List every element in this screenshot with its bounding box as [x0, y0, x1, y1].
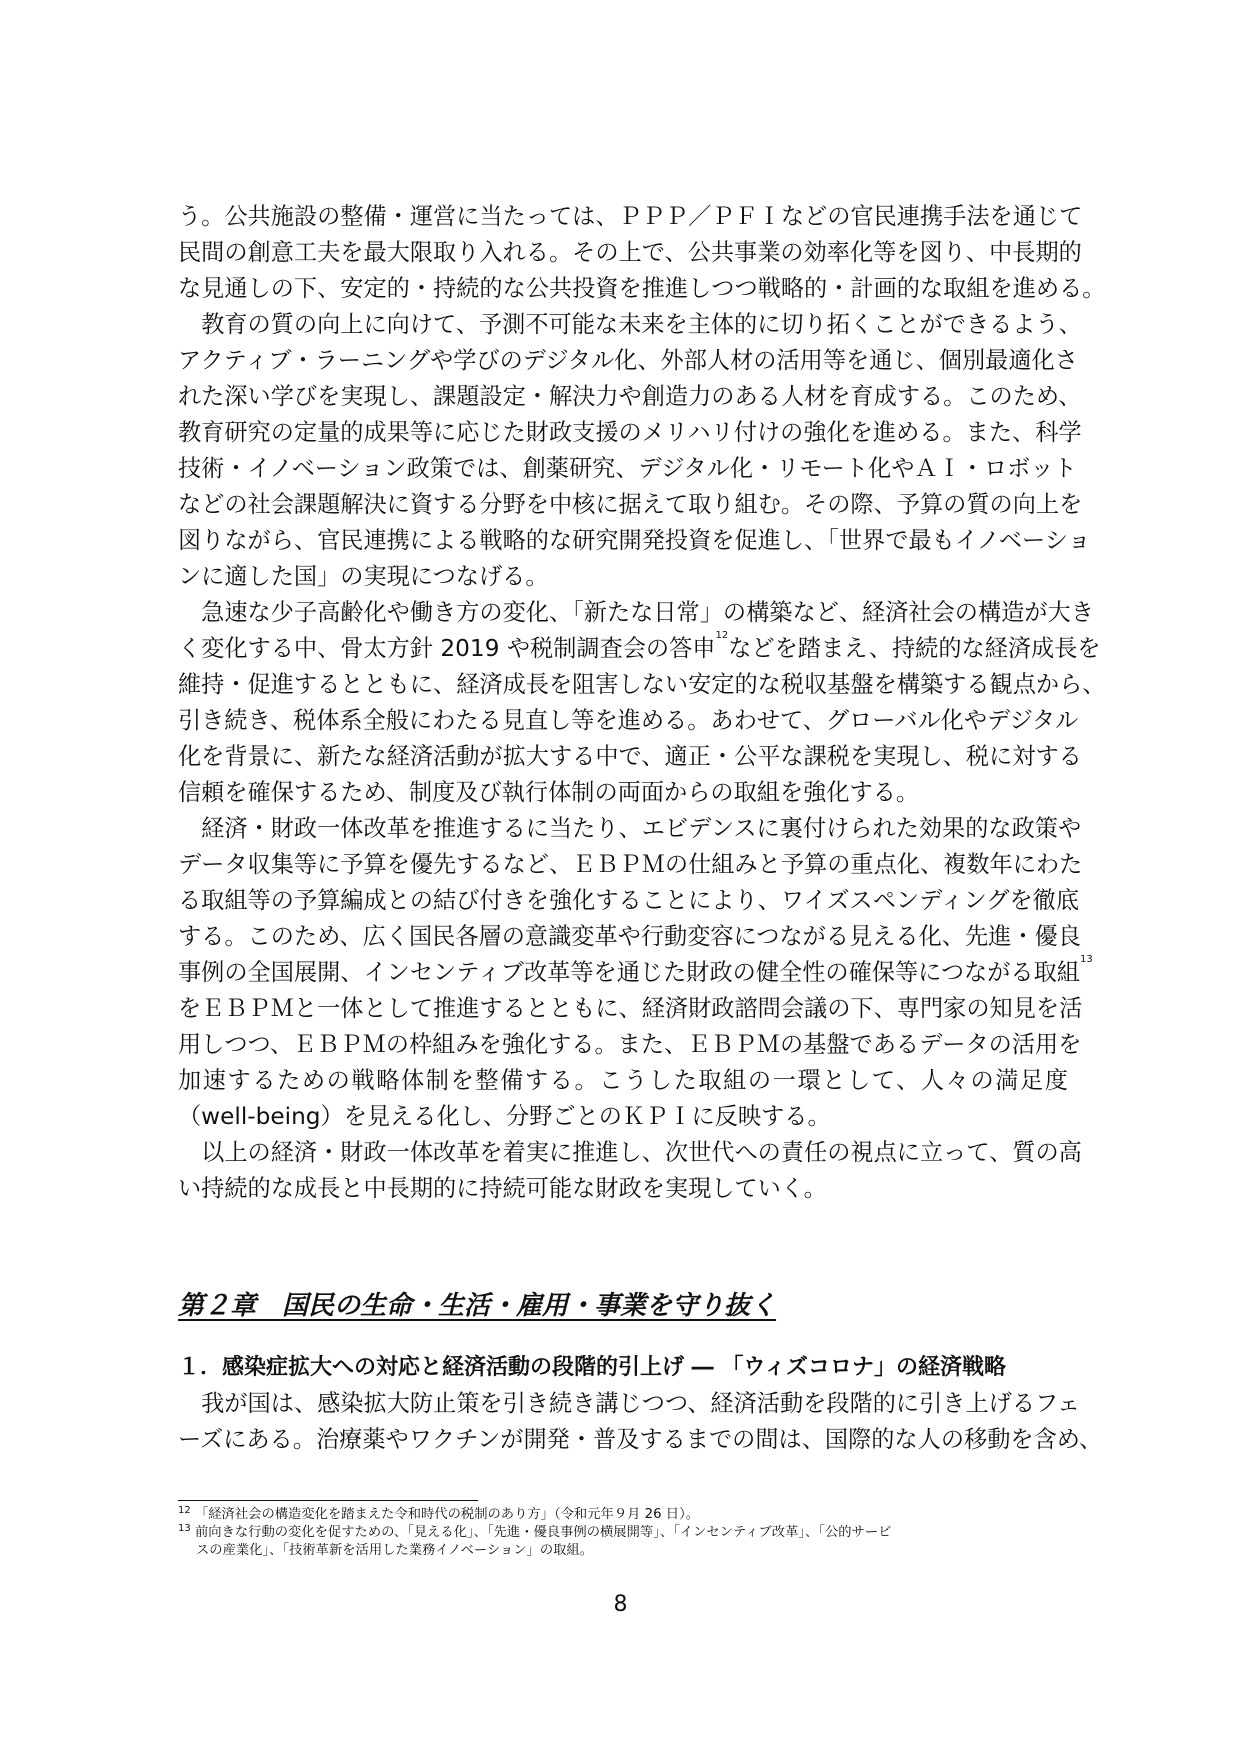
body-line: 維持・促進するとともに、経済成長を阻害しない安定的な税収基盤を構築する観点から、 [178, 671, 1106, 698]
body-line: 急速な少子高齢化や働き方の変化、「新たな日常」の構築など、経済社会の構造が大き [178, 599, 1094, 626]
body-line: 民間の創意工夫を最大限取り入れる。その上で、公共事業の効率化等を図り、中長期的 [178, 239, 1082, 266]
body-line-part: などを踏まえ、持続的な経済成長を [728, 635, 1101, 662]
body-line-with-footnote-ref [178, 630, 1101, 667]
body-line-part: く変化する中、骨太方針 2019 や税制調査会の答申 [178, 635, 716, 662]
body-text [178, 199, 1106, 1207]
body-line: れた深い学びを実現し、課題設定・解決力や創造力のある人材を育成する。このため、 [178, 383, 1082, 410]
body-line: 図りながら、官民連携による戦略的な研究開発投資を促進し、「世界で最もイノベーショ [178, 527, 1091, 554]
footnote-ref-13[interactable]: 13 [1080, 954, 1093, 965]
body-line: する。このため、広く国民各層の意識変革や行動変容につながる見える化、先進・優良 [178, 923, 1081, 950]
body-line: 技術・イノベーション政策では、創薬研究、デジタル化・リモート化やＡＩ・ロボット [178, 455, 1077, 482]
body-line: ンに適した国」の実現につなげる。 [178, 563, 549, 590]
footnote-12 [178, 1506, 1058, 1524]
body-line: 以上の経済・財政一体改革を着実に推進し、次世代への責任の視点に立って、質の高 [178, 1139, 1082, 1166]
body-line: アクティブ・ラーニングや学びのデジタル化、外部人材の活用等を通じ、個別最適化さ [178, 347, 1078, 374]
body-line: 引き続き、税体系全般にわたる見直し等を進める。あわせて、グローバル化やデジタル [178, 707, 1079, 734]
body-line: る取組等の予算編成との結び付きを強化することにより、ワイズスペンディングを徹底 [178, 887, 1080, 914]
section-line: ーズにある。治療薬やワクチンが開発・普及するまでの間は、国際的な人の移動を含め、 [178, 1426, 1103, 1453]
body-line-part: 事例の全国展開、インセンティブ改革等を通じた財政の健全性の確保等につながる取組 [178, 959, 1080, 986]
body-line: データ収集等に予算を優先するなど、ＥＢＰＭの仕組みと予算の重点化、複数年にわた [178, 851, 1083, 878]
chapter-title: 第２章 国民の生命・生活・雇用・事業を守り抜く [178, 1291, 777, 1321]
body-line: 教育の質の向上に向けて、予測不可能な未来を主体的に切り拓くことができるよう、 [178, 311, 1082, 338]
section-line: 我が国は、感染拡大防止策を引き続き講じつつ、経済活動を段階的に引き上げるフェ [178, 1390, 1081, 1417]
section [178, 1350, 1103, 1458]
footnote-text: 「経済社会の構造変化を踏まえた令和時代の税制のあり方」（令和元年９月 26 日）。 [194, 1507, 700, 1522]
body-line: （well-being）を見える化し、分野ごとのＫＰＩに反映する。 [178, 1103, 831, 1130]
footnote-divider [178, 1500, 478, 1501]
body-line: 教育研究の定量的成果等に応じた財政支援のメリハリ付けの強化を進める。また、科学 [178, 419, 1082, 446]
footnote-text: 前向きな行動の変化を促すための、「見える化」、「先進・優良事例の横展開等」、「インセンティブ改革」、「公的サービ [194, 1525, 892, 1540]
body-line: 信頼を確保するため、制度及び執行体制の両面からの取組を強化する。 [178, 779, 920, 806]
page-number: 8 [613, 1592, 628, 1617]
body-line: 用しつつ、ＥＢＰＭの枠組みを強化する。また、ＥＢＰＭの基盤であるデータの活用を [178, 1031, 1082, 1058]
footnote-number: 12 [178, 1505, 191, 1516]
footnote-ref-12[interactable]: 12 [715, 630, 729, 641]
body-line: をＥＢＰＭと一体として推進するとともに、経済財政諮問会議の下、専門家の知見を活 [178, 995, 1083, 1022]
body-line: 経済・財政一体改革を推進するに当たり、エビデンスに裏付けられた効果的な政策や [178, 815, 1082, 842]
body-line: い持続的な成長と中長期的に持続可能な財政を実現していく。 [178, 1175, 827, 1202]
body-line-with-footnote-ref [178, 954, 1093, 991]
body-line: う。公共施設の整備・運営に当たっては、ＰＰＰ／ＰＦＩなどの官民連携手法を通じて [178, 203, 1083, 230]
body-line: 加速するための戦略体制を整備する。こうした取組の一環として、人々の満足度 [178, 1067, 1068, 1094]
footnote-number: 13 [178, 1523, 191, 1534]
body-line: 化を背景に、新たな経済活動が拡大する中で、適正・公平な課税を実現し、税に対する [178, 743, 1082, 770]
footnote-13-continued: スの産業化」、「技術革新を活用した業務イノベーション」の取組。 [196, 1543, 594, 1558]
body-line: な見通しの下、安定的・持続的な公共投資を推進しつつ戦略的・計画的な取組を進める。 [178, 275, 1106, 302]
section-heading: １．感染症拡大への対応と経済活動の段階的引上げ ― 「ウィズコロナ」の経済戦略 [178, 1355, 1007, 1380]
footnotes [178, 1506, 1058, 1560]
body-line: などの社会課題解決に資する分野を中核に据えて取り組む。その際、予算の質の向上を [178, 491, 1083, 518]
footnote-13 [178, 1524, 1058, 1542]
